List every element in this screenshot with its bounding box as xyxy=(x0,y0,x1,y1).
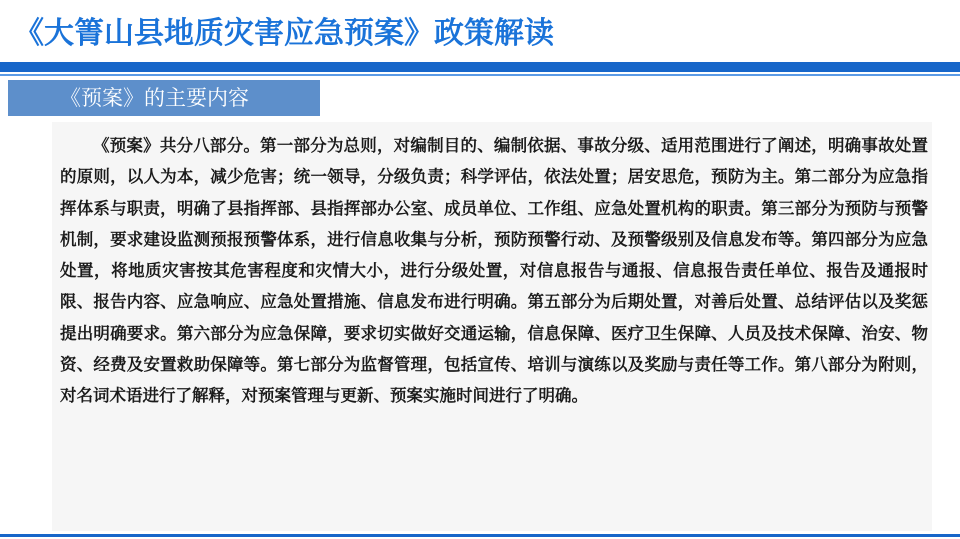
body-paragraph: 《预案》共分八部分。第一部分为总则，对编制目的、编制依据、事故分级、适用范围进行了阐述，明确事故处置的原则，以人为本，减少危害；统一领导，分级负责；科学评估，依法处置；居安思危，预防为主。第二部分为应急指挥体系与职责，明确了县指挥部、县指挥部办公室、成员单位、工作组、应急处置机构的职责。第三部分为预防与预警机制，要求建设监测预报预警体系，进行信息收集与分析，预防预警行动、及预警级别及信息发布等。第四部分为应急处置，将地质灾害按其危害程度和灾情大小，进行分级处置，对信息报告与通报、信息报告责任单位、报告及通报时限、报告内容、应急响应、应急处置措施、信息发布进行明确。第五部分为后期处置，对善后处置、总结评估以及奖惩提出明确要求。第六部分为应急保障，要求切实做好交通运输，信息保障、医疗卫生保障、人员及技术保障、治安、物资、经费及安置救助保障等。第七部分为监督管理，包括宣传、培训与演练以及奖励与责任等工作。第八部分为附则，对名词术语进行了解释，对预案管理与更新、预案实施时间进行了明确。 xyxy=(60,136,928,406)
page-title: 《大箐山县地质灾害应急预案》政策解读 xyxy=(14,16,554,51)
title-divider-thin xyxy=(0,74,960,76)
section-heading: 《预案》的主要内容 xyxy=(8,80,320,116)
title-divider xyxy=(0,62,960,72)
bottom-divider xyxy=(0,534,960,537)
